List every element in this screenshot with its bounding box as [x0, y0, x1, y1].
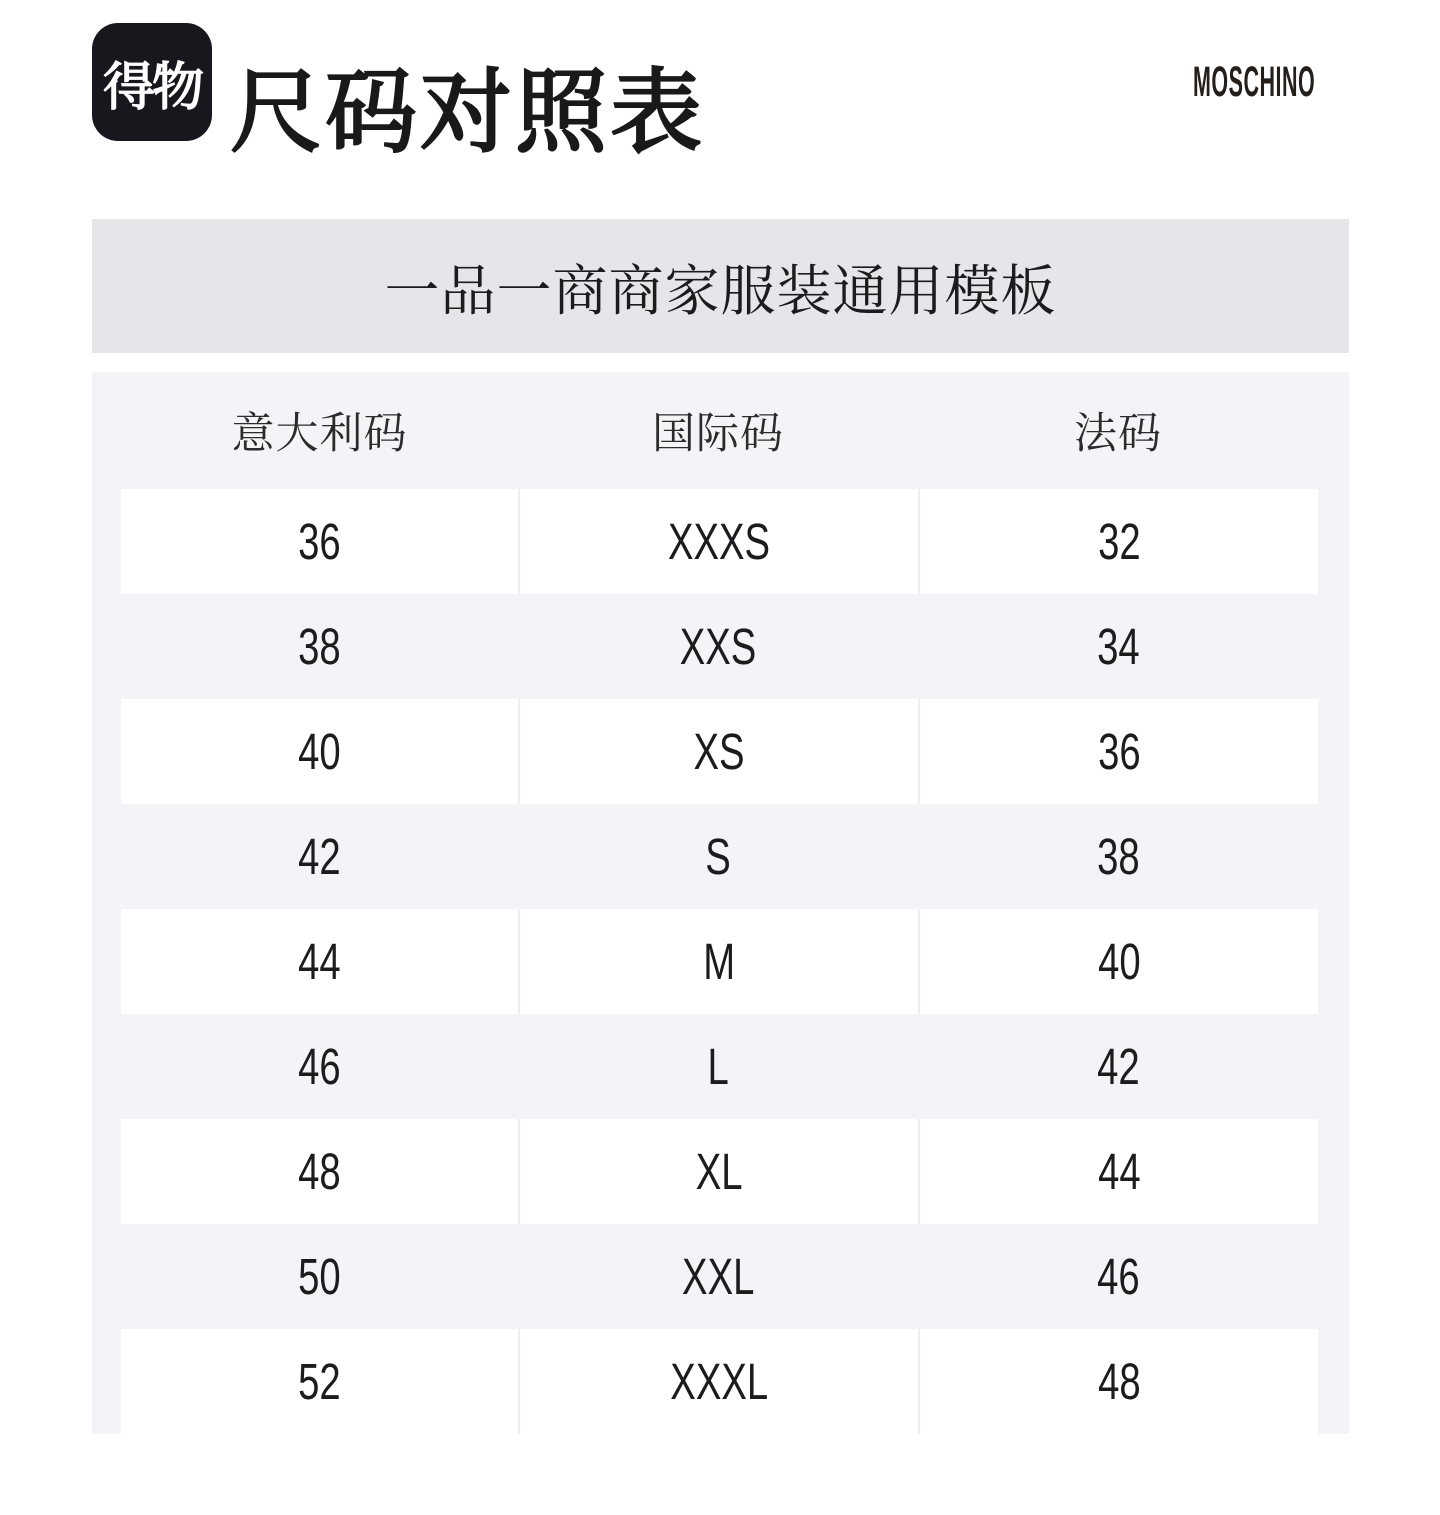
- column-header-french-size: 法码: [1074, 410, 1162, 458]
- cell-international-size: [518, 699, 918, 804]
- template-banner: [92, 219, 1349, 353]
- cell-international-size-value: XXS: [679, 618, 757, 675]
- cell-international-size: [518, 1329, 918, 1434]
- cell-international-size-value: XXXL: [670, 1353, 768, 1410]
- cell-italian-size: [121, 489, 518, 594]
- cell-italian-size-value: 36: [298, 513, 341, 570]
- cell-international-size-value: L: [707, 1038, 729, 1095]
- cell-french-size-value: 48: [1097, 1353, 1141, 1410]
- cell-french-size-value: 42: [1096, 1038, 1140, 1095]
- size-table-row: [121, 909, 1318, 1014]
- cell-italian-size: [121, 804, 518, 909]
- cell-international-size: [518, 1224, 918, 1329]
- cell-italian-size-value: 52: [298, 1353, 341, 1410]
- size-table-row: [121, 1329, 1318, 1434]
- cell-french-size-value: 44: [1097, 1143, 1141, 1200]
- cell-italian-size-value: 50: [298, 1248, 341, 1305]
- cell-french-size: [918, 804, 1318, 909]
- cell-international-size: [518, 909, 918, 1014]
- size-table-row: [121, 1119, 1318, 1224]
- cell-italian-size: [121, 699, 518, 804]
- column-header-international-size: 国际码: [652, 410, 784, 458]
- cell-french-size-value: 36: [1097, 723, 1141, 780]
- cell-italian-size: [121, 1224, 518, 1329]
- cell-french-size: [918, 1224, 1318, 1329]
- cell-italian-size: [121, 1329, 518, 1434]
- cell-italian-size: [121, 594, 518, 699]
- cell-international-size-value: M: [703, 933, 735, 990]
- cell-french-size: [918, 594, 1318, 699]
- size-table-row: [121, 1224, 1318, 1329]
- cell-international-size: [518, 1119, 918, 1224]
- cell-french-size-value: 32: [1097, 513, 1141, 570]
- cell-international-size-value: XXXS: [667, 513, 771, 570]
- size-table-header-row: [92, 372, 1349, 489]
- column-header-italian-size: 意大利码: [231, 410, 408, 458]
- dewu-logo-text: 得物: [102, 58, 201, 117]
- size-table-body: [92, 489, 1349, 1434]
- cell-french-size-value: 38: [1096, 828, 1140, 885]
- cell-french-size: [918, 1329, 1318, 1434]
- cell-italian-size-value: 44: [298, 933, 341, 990]
- cell-italian-size: [121, 1014, 518, 1119]
- template-banner-title: 一品一商商家服装通用模板: [384, 259, 1057, 322]
- cell-italian-size-value: 40: [298, 723, 341, 780]
- cell-international-size-value: XXL: [681, 1248, 755, 1305]
- cell-french-size: [918, 699, 1318, 804]
- cell-italian-size-value: 42: [298, 828, 341, 885]
- cell-italian-size-value: 38: [298, 618, 341, 675]
- cell-french-size: [918, 1119, 1318, 1224]
- cell-french-size-value: 46: [1096, 1248, 1140, 1305]
- cell-french-size-value: 40: [1097, 933, 1141, 990]
- cell-italian-size: [121, 909, 518, 1014]
- cell-international-size: [518, 1014, 918, 1119]
- page-title: 尺码对照表: [230, 62, 706, 164]
- cell-international-size: [518, 489, 918, 594]
- cell-french-size: [918, 1014, 1318, 1119]
- cell-french-size: [918, 909, 1318, 1014]
- size-table-row: [121, 1014, 1318, 1119]
- cell-international-size-value: XL: [695, 1143, 743, 1200]
- cell-french-size-value: 34: [1096, 618, 1140, 675]
- cell-international-size: [518, 594, 918, 699]
- size-table-row: [121, 594, 1318, 699]
- cell-international-size: [518, 804, 918, 909]
- cell-international-size-value: XS: [693, 723, 745, 780]
- size-table-panel: [92, 372, 1349, 1434]
- moschino-brand-logo: MOSCHINO: [1193, 58, 1316, 106]
- dewu-app-logo: [92, 23, 212, 141]
- cell-french-size: [918, 489, 1318, 594]
- cell-italian-size-value: 48: [298, 1143, 341, 1200]
- size-table-row: [121, 489, 1318, 594]
- size-table-row: [121, 804, 1318, 909]
- size-table-row: [121, 699, 1318, 804]
- cell-italian-size: [121, 1119, 518, 1224]
- cell-international-size-value: S: [705, 828, 731, 885]
- cell-italian-size-value: 46: [298, 1038, 341, 1095]
